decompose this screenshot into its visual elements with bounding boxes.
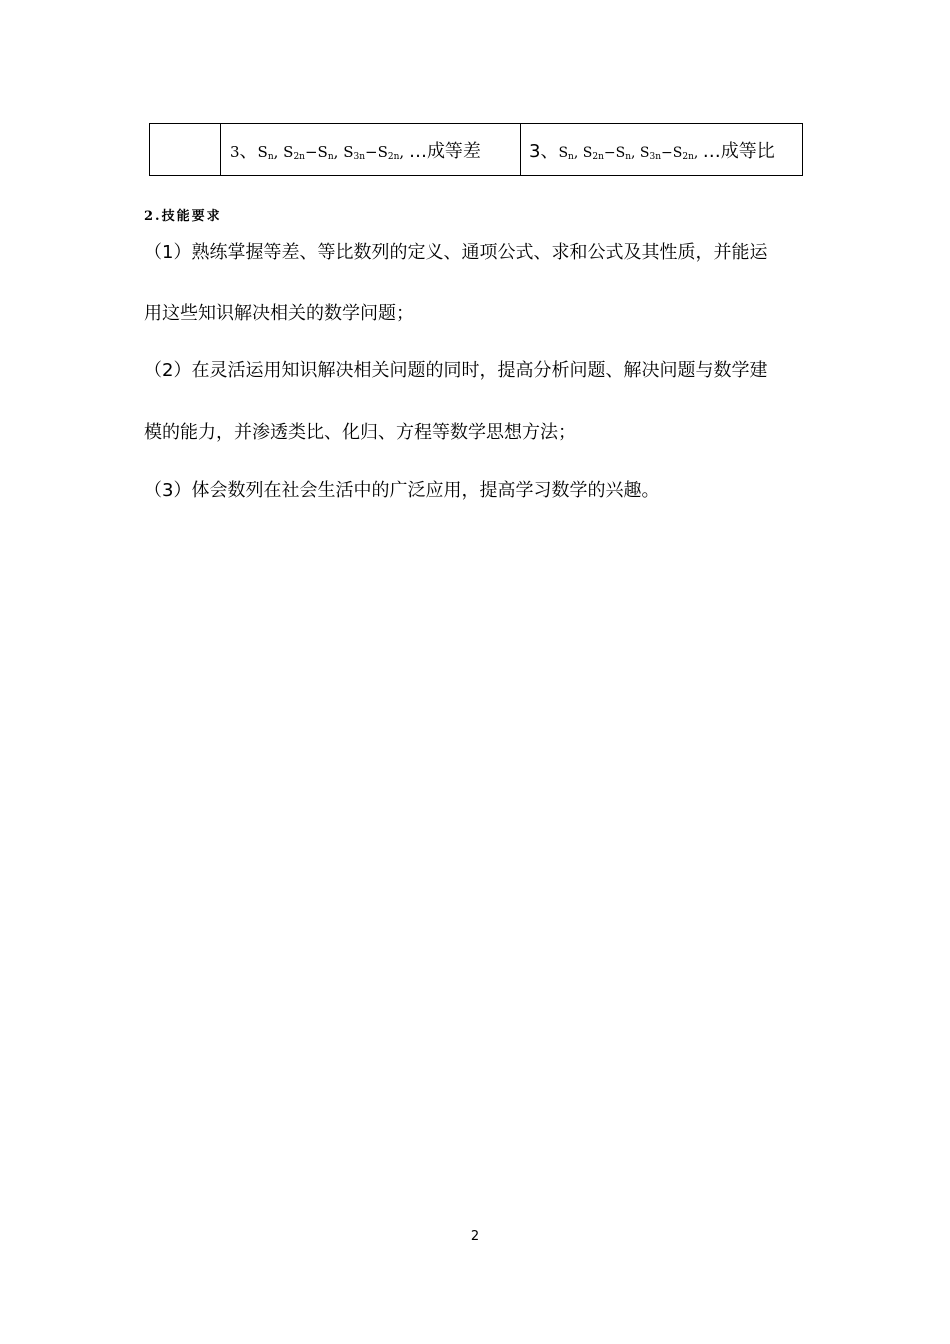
minus-sum: −S [304,142,328,161]
paragraph-line: （1）熟练掌握等差、等比数列的定义、通项公式、求和公式及其性质，并能运 [144,242,768,263]
sum-symbol: S [257,142,268,161]
subscript: 2n [682,151,694,162]
section-heading: 2.技能要求 [144,209,222,224]
subscript: n [267,151,274,162]
minus-sum: −S [365,142,388,161]
comma: , [693,144,703,161]
table-row [150,124,803,176]
sum-symbol: S [639,144,650,161]
minus-sum: −S [603,144,626,161]
table-cell-empty [150,124,221,176]
properties-table [149,123,803,176]
subscript: 2n [592,151,604,162]
paragraph-line: 用这些知识解决相关的数学问题； [144,303,414,324]
comma: , [273,142,284,161]
paragraph-line: （2）在灵活运用知识解决相关问题的同时，提高分析问题、解决问题与数学建 [144,360,768,381]
comma: , [333,142,344,161]
comma: , [631,144,640,161]
sum-symbol: S [283,142,294,161]
page-number: 2 [470,1229,480,1244]
subscript: 3n [353,151,365,162]
paragraph-line: （3）体会数列在社会生活中的广泛应用，提高学习数学的兴趣。 [144,480,660,501]
arithmetic-property-cell [221,124,521,176]
comma: , [573,144,583,161]
item-number: 3 [230,142,240,161]
conclusion-text: …成等差 [408,140,481,162]
comma: , [399,142,409,161]
minus-sum: −S [661,144,683,161]
subscript: 2n [293,151,305,162]
item-number: 3 [529,140,541,162]
subscript: 2n [387,151,400,162]
subscript: n [625,151,631,162]
geometric-property-cell [521,124,803,176]
sum-symbol: S [558,144,569,161]
sum-symbol: S [343,142,354,161]
conclusion-text: …成等比 [702,140,775,162]
subscript: n [568,151,574,162]
subscript: 3n [649,151,662,162]
subscript: n [327,151,334,162]
enum-separator: 、 [540,140,559,162]
paragraph-line: 模的能力，并渗透类比、化归、方程等数学思想方法； [144,422,576,443]
sum-symbol: S [582,144,593,161]
enum-separator: 、 [239,140,258,162]
